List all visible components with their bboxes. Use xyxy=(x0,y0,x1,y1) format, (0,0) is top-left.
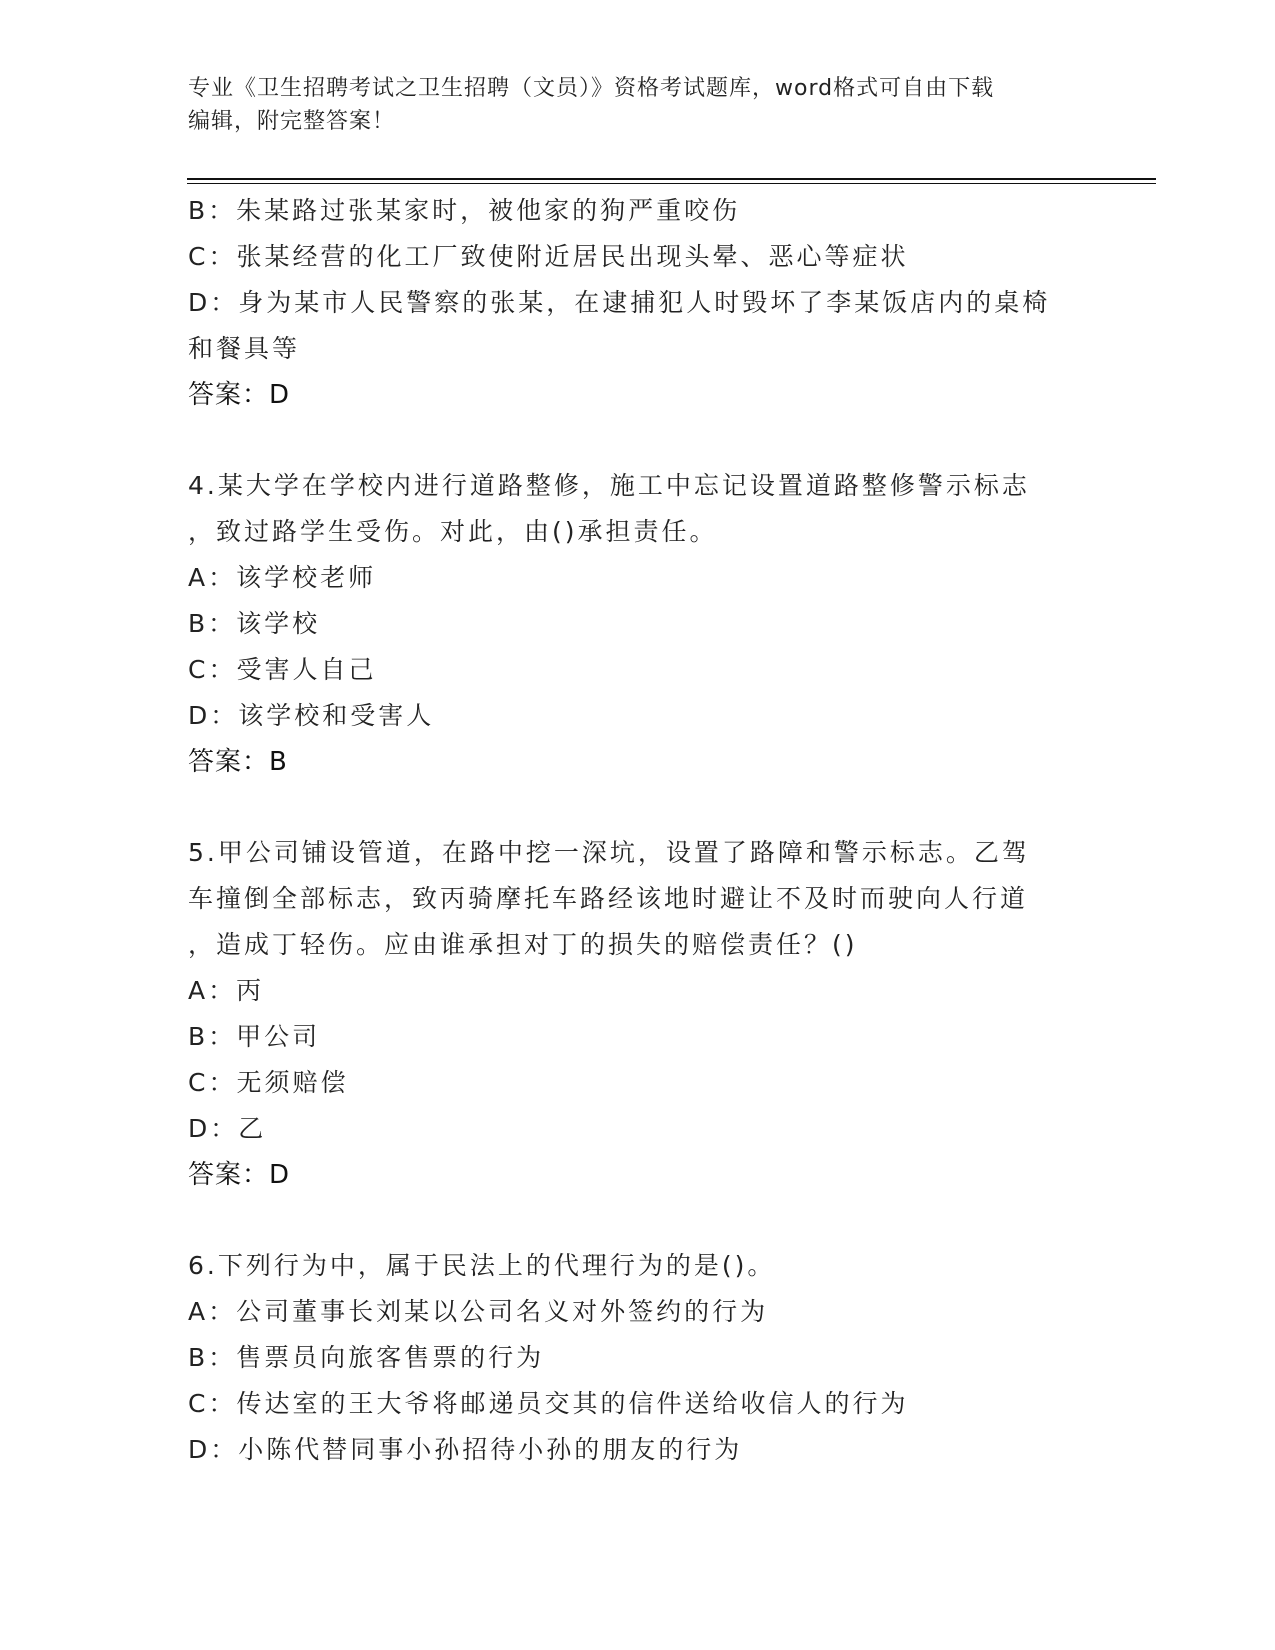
question-3-option-d-line-2: 和餐具等 xyxy=(188,334,301,363)
question-5 xyxy=(188,830,1088,1198)
question-5-option-b: B：甲公司 xyxy=(188,1022,321,1051)
spacer xyxy=(188,1198,1088,1243)
question-4-stem-line-1: 4.某大学在学校内进行道路整修，施工中忘记设置道路整修警示标志 xyxy=(188,471,1030,500)
question-5-option-a: A：丙 xyxy=(188,976,265,1005)
question-4-option-c: C：受害人自己 xyxy=(188,655,377,684)
spacer xyxy=(188,418,1088,463)
question-5-stem-line-3: ，造成丁轻伤。应由谁承担对丁的损失的赔偿责任？() xyxy=(188,930,858,959)
spacer xyxy=(188,785,1088,830)
question-6-option-c: C：传达室的王大爷将邮递员交其的信件送给收信人的行为 xyxy=(188,1389,909,1418)
header-divider-thick xyxy=(187,178,1156,180)
question-6 xyxy=(188,1243,1088,1473)
document-header xyxy=(188,72,1088,138)
question-3-answer: 答案：D xyxy=(188,380,291,410)
question-4 xyxy=(188,463,1088,785)
question-3-option-d-line-1: D：身为某市人民警察的张某，在逮捕犯人时毁坏了李某饭店内的桌椅 xyxy=(188,288,1051,317)
question-3-option-c: C：张某经营的化工厂致使附近居民出现头晕、恶心等症状 xyxy=(188,242,909,271)
question-5-option-c: C：无须赔偿 xyxy=(188,1068,349,1097)
question-5-answer: 答案：D xyxy=(188,1160,291,1190)
question-4-option-d: D：该学校和受害人 xyxy=(188,701,435,730)
question-4-answer: 答案：B xyxy=(188,747,288,777)
header-title-line-2: 编辑，附完整答案！ xyxy=(188,109,396,134)
question-3-tail xyxy=(188,188,1088,418)
question-5-option-d: D：乙 xyxy=(188,1114,267,1143)
question-content xyxy=(188,188,1088,1473)
question-5-stem-line-2: 车撞倒全部标志，致丙骑摩托车路经该地时避让不及时而驶向人行道 xyxy=(188,884,1029,913)
question-4-option-b: B：该学校 xyxy=(188,609,321,638)
question-4-stem-line-2: ，致过路学生受伤。对此，由()承担责任。 xyxy=(188,517,718,546)
question-6-option-b: B：售票员向旅客售票的行为 xyxy=(188,1343,545,1372)
question-4-option-a: A：该学校老师 xyxy=(188,563,377,592)
question-6-option-a: A：公司董事长刘某以公司名义对外签约的行为 xyxy=(188,1297,769,1326)
question-6-option-d: D：小陈代替同事小孙招待小孙的朋友的行为 xyxy=(188,1435,743,1464)
question-3-option-b: B：朱某路过张某家时，被他家的狗严重咬伤 xyxy=(188,196,741,225)
question-5-stem-line-1: 5.甲公司铺设管道，在路中挖一深坑，设置了路障和警示标志。乙驾 xyxy=(188,838,1030,867)
question-6-stem-line-1: 6.下列行为中，属于民法上的代理行为的是()。 xyxy=(188,1251,776,1280)
header-title-line-1: 专业《卫生招聘考试之卫生招聘（文员）》资格考试题库，word格式可自由下载 xyxy=(188,76,995,101)
header-divider-thin xyxy=(187,183,1156,184)
